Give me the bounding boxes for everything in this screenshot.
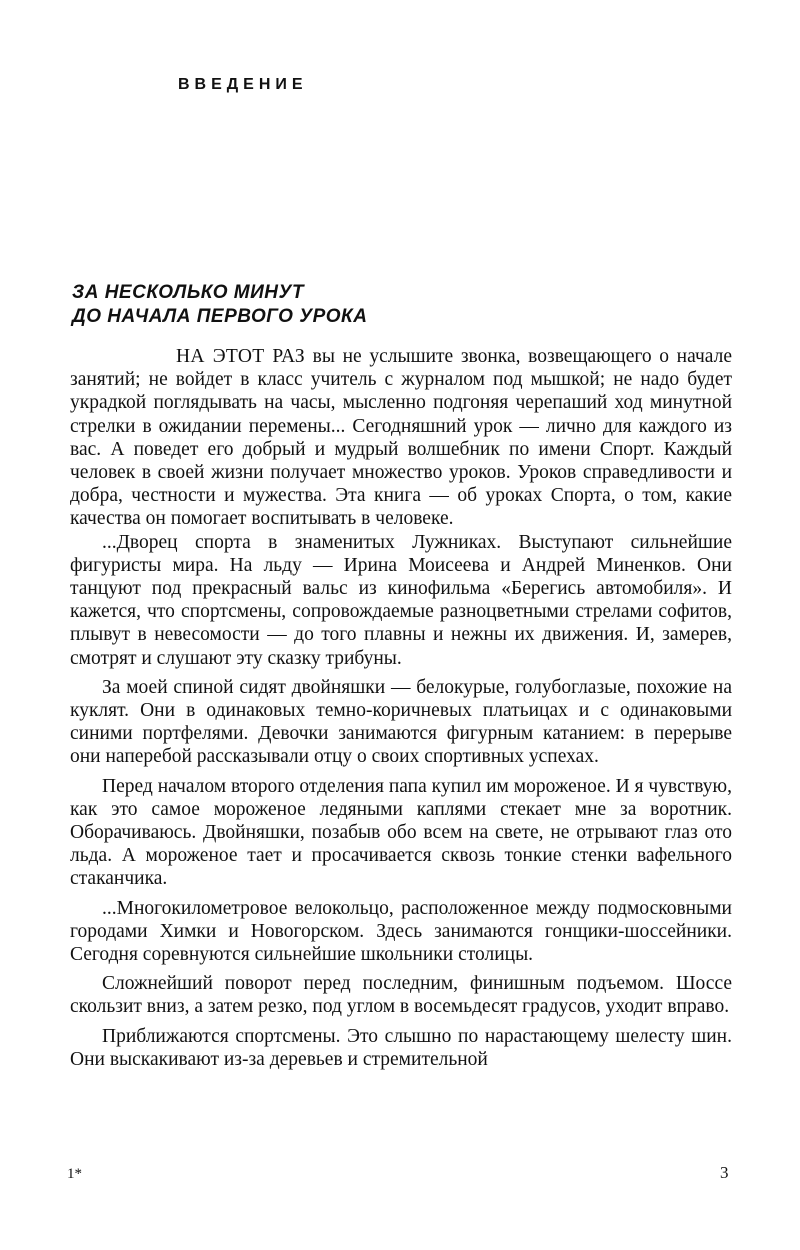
paragraph-1-text: вы не услышите звонка, возвещающего о начале занятий; не войдет в класс учитель с журналом под мышкой; не надо будет украдкой поглядывать на часы, мысленно подгоняя черепаший ход минутной стрелки в ожидании перемены... Сегодняшний урок — лично для каждого из вас. А поведет его добрый и мудрый волшебник по имени Спорт. Каждый человек в своей жизни получает множество уроков. Уроков справедливости и добра, честности и мужества. Эта книга — об уроках Спорта, о том, какие качества он помогает воспитывать в человеке. xyxy=(70,346,732,530)
paragraph-6: Сложнейший поворот перед последним, финишным подъемом. Шоссе скользит вниз, а затем резко, под углом в восемьдесят градусов, уходит вправо. xyxy=(70,973,732,1018)
paragraph-lead: НА ЭТОТ РАЗ xyxy=(176,346,305,367)
paragraph-7: Приближаются спортсмены. Это слышно по нарастающему шелесту шин. Они выскакивают из-за деревьев и стремительной xyxy=(70,1025,732,1070)
page-number: 3 xyxy=(720,1163,729,1182)
chapter-title-line-2: ДО НАЧАЛА ПЕРВОГО УРОКА xyxy=(72,306,368,327)
paragraph-4: Перед началом второго отделения папа купил им мороженое. И я чувствую, как это самое мороженое ледяными каплями стекает мне за воротник. Оборачиваюсь. Двойняшки, позабыв обо всем на свете, не отрывают глаз ото льда. А мороженое тает и просачивается сквозь тонкие стенки вафельного стаканчика. xyxy=(70,775,732,890)
paragraph-3: За моей спиной сидят двойняшки — белокурые, голубоглазые, похожие на куклят. Они в одинаковых темно-коричневых платьицах и с одинаковыми синими портфелями. Девочки занимаются фигурным катанием: в перерыве они наперебой рассказывали отцу о своих спортивных успехах. xyxy=(70,676,732,768)
paragraph-2: ...Дворец спорта в знаменитых Лужниках. Выступают сильнейшие фигуристы мира. На льду — Ирина Моисеева и Андрей Миненков. Они танцуют под прекрасный вальс из кинофильма «Берегись автомобиля». И кажется, что спортсмены, сопровождаемые разноцветными стрелами софитов, плывут в невесомости — до того плавны и нежны их движения. И, замерев, смотрят и слушают эту сказку трибуны. xyxy=(70,531,732,669)
body-text xyxy=(70,345,732,1071)
section-heading: ВВЕДЕНИЕ xyxy=(178,76,308,93)
chapter-title-line-1: ЗА НЕСКОЛЬКО МИНУТ xyxy=(72,282,304,303)
chapter-title xyxy=(72,281,367,329)
paragraph-5: ...Многокилометровое велокольцо, расположенное между подмосковными городами Химки и Новогорском. Здесь занимаются гонщики-шоссейники. Сегодня соревнуются сильнейшие школьники столицы. xyxy=(70,897,732,966)
paragraph-1 xyxy=(70,345,732,531)
signature-mark: 1* xyxy=(67,1166,82,1182)
